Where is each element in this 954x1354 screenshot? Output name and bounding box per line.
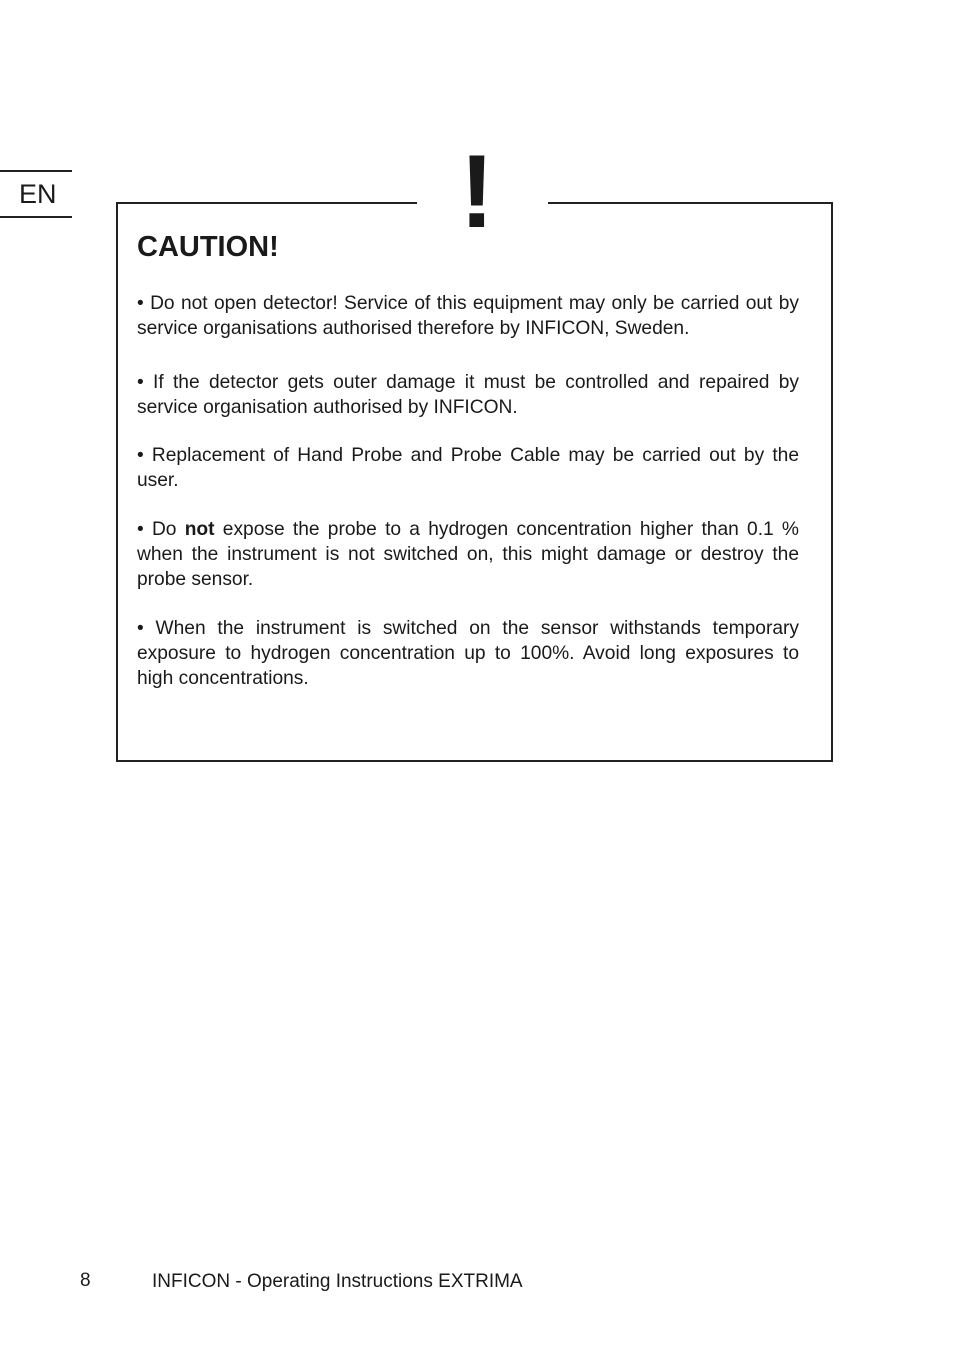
caution-item-switched-on: • When the instrument is switched on the sensor withstands temporary exposure to hydrogen concentration up to 100%. Avoid long exposures to high concentrations.: [137, 618, 799, 689]
caution-item-suffix: expose the probe to a hydrogen concentration higher than 0.1 % when the instrument is not switched on, this might damage or destroy the probe sensor.: [137, 519, 799, 590]
language-label: EN: [19, 179, 57, 209]
footer-document-title: INFICON - Operating Instructions EXTRIMA: [152, 1271, 523, 1292]
caution-item-emphasis: not: [184, 519, 215, 540]
caution-item-prefix: • Do: [137, 519, 185, 540]
caution-item-outer-damage: • If the detector gets outer damage it must be controlled and repaired by service organisation authorised by INFICON.: [137, 372, 799, 418]
exclamation-icon: !: [459, 134, 495, 250]
language-tab: [0, 170, 72, 218]
caution-item-hydrogen-exposure: [137, 517, 799, 592]
caution-title: CAUTION!: [137, 231, 279, 263]
caution-item-open-detector: • Do not open detector! Service of this equipment may only be carried out by service organisations authorised therefore by INFICON, Sweden.: [137, 293, 799, 339]
page-number: 8: [80, 1270, 91, 1291]
caution-item-replacement: • Replacement of Hand Probe and Probe Cable may be carried out by the user.: [137, 445, 799, 491]
